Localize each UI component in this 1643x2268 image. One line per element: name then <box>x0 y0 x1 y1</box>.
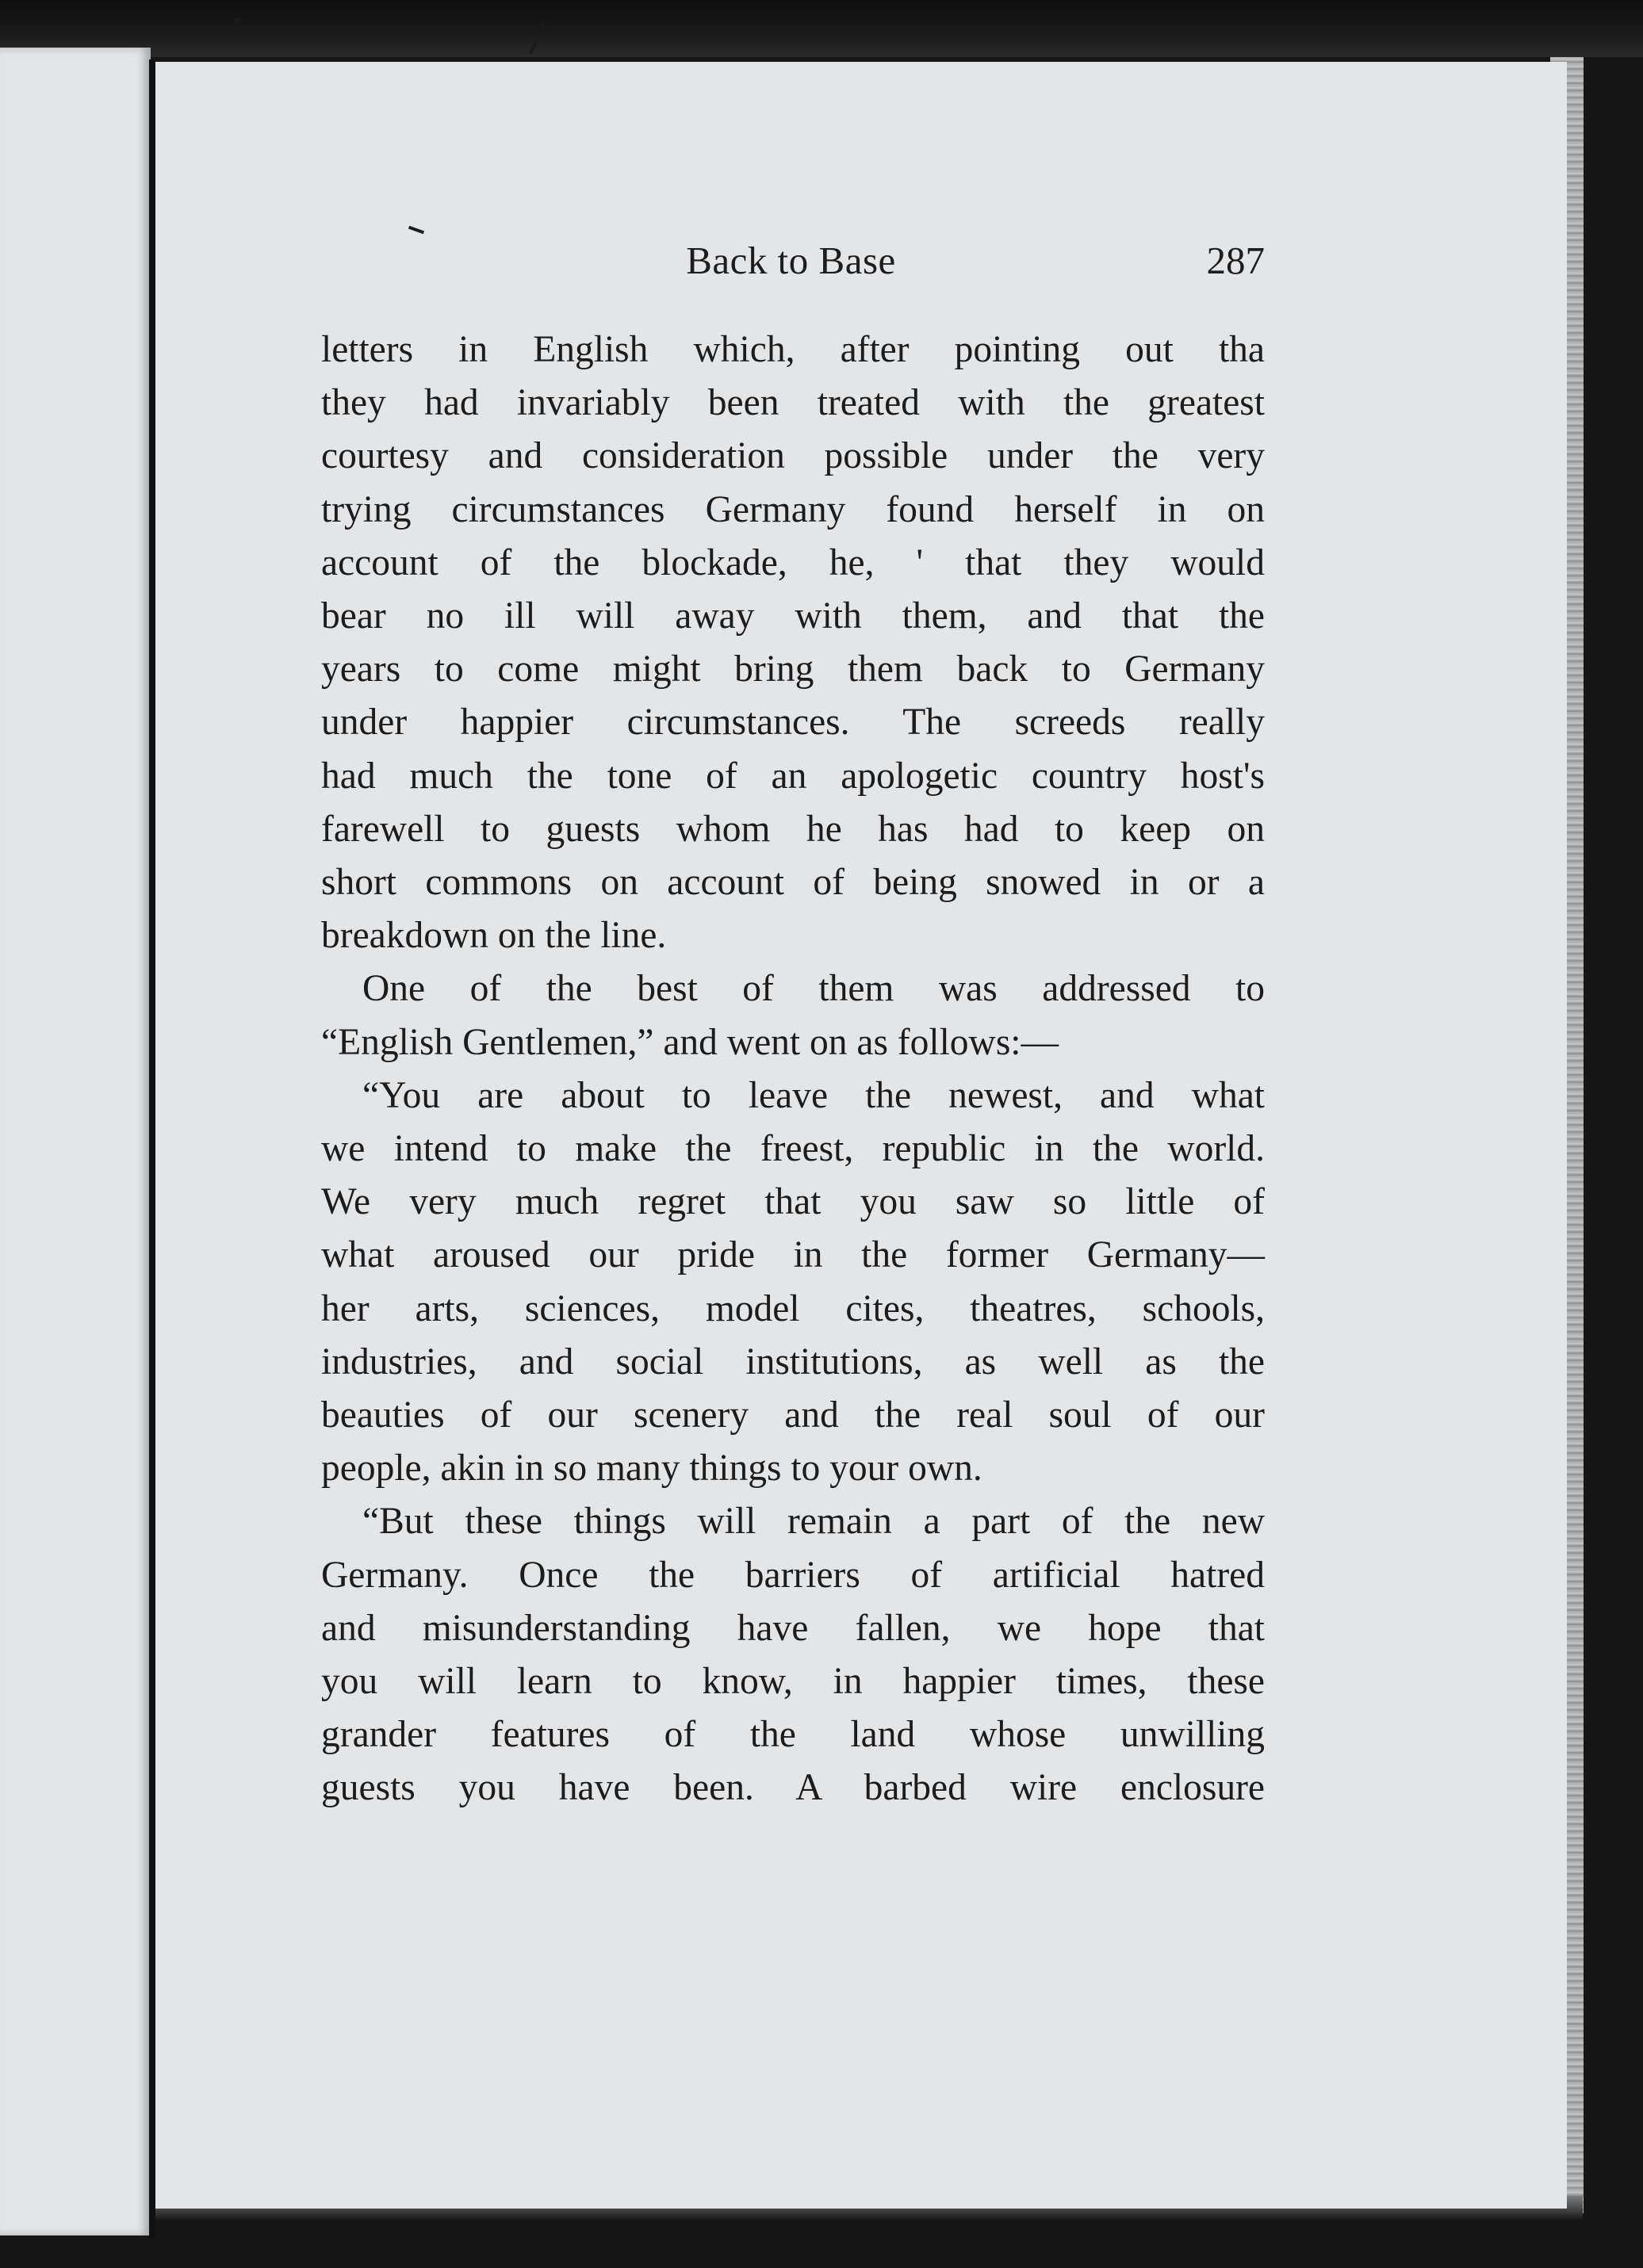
text-line: Germany. Once the barriers of artificial hatred <box>321 1554 1265 1596</box>
page-number: 287 <box>1206 239 1265 282</box>
running-title: Back to Base <box>686 239 896 282</box>
text-line: had much the tone of an apologetic country host's <box>321 755 1265 797</box>
text-line: under happier circumstances. The screeds really <box>321 702 1265 744</box>
text-line: “You are about to leave the newest, and what <box>362 1074 1265 1116</box>
text-line: courtesy and consideration possible under the very <box>321 435 1265 477</box>
text-line: We very much regret that you saw so little of <box>321 1181 1265 1223</box>
text-line: trying circumstances Germany found herself in on <box>321 488 1265 530</box>
text-line: “English Gentlemen,” and went on as follows:— <box>321 1021 1059 1063</box>
text-line: One of the best of them was addressed to <box>362 968 1265 1010</box>
text-line: they had invariably been treated with the greatest <box>321 382 1265 424</box>
text-line: bear no ill will away with them, and that the <box>321 595 1265 637</box>
text-line: you will learn to know, in happier times, these <box>321 1661 1265 1703</box>
text-line: guests you have been. A barbed wire enclosure <box>321 1767 1265 1809</box>
dust-speck <box>234 17 240 24</box>
facing-page-edge <box>0 48 151 2235</box>
body-text <box>321 323 1265 1815</box>
text-line: beauties of our scenery and the real soul of our <box>321 1394 1265 1436</box>
text-line: short commons on account of being snowed in or a <box>321 862 1265 904</box>
page-header <box>317 238 1265 301</box>
text-line: her arts, sciences, model cites, theatres, schools, <box>321 1287 1265 1329</box>
text-line: we intend to make the freest, republic in the world. <box>321 1128 1265 1170</box>
book-gutter <box>149 59 155 2239</box>
text-line: grander features of the land whose unwilling <box>321 1714 1265 1756</box>
text-line: and misunderstanding have fallen, we hope that <box>321 1607 1265 1649</box>
text-line: industries, and social institutions, as well as the <box>321 1341 1265 1383</box>
text-line: letters in English which, after pointing out tha <box>321 329 1265 370</box>
scan-top-border <box>0 0 1643 57</box>
text-line: people, akin in so many things to your own. <box>321 1448 982 1490</box>
text-line: farewell to guests whom he has had to keep on <box>321 808 1265 850</box>
text-line: “But these things will remain a part of the new <box>362 1501 1265 1543</box>
text-line: breakdown on the line. <box>321 915 667 957</box>
text-line: account of the blockade, he, ' that they would <box>321 541 1265 583</box>
text-line: years to come might bring them back to Germany <box>321 648 1265 690</box>
text-line: what aroused our pride in the former Germany— <box>321 1234 1265 1276</box>
